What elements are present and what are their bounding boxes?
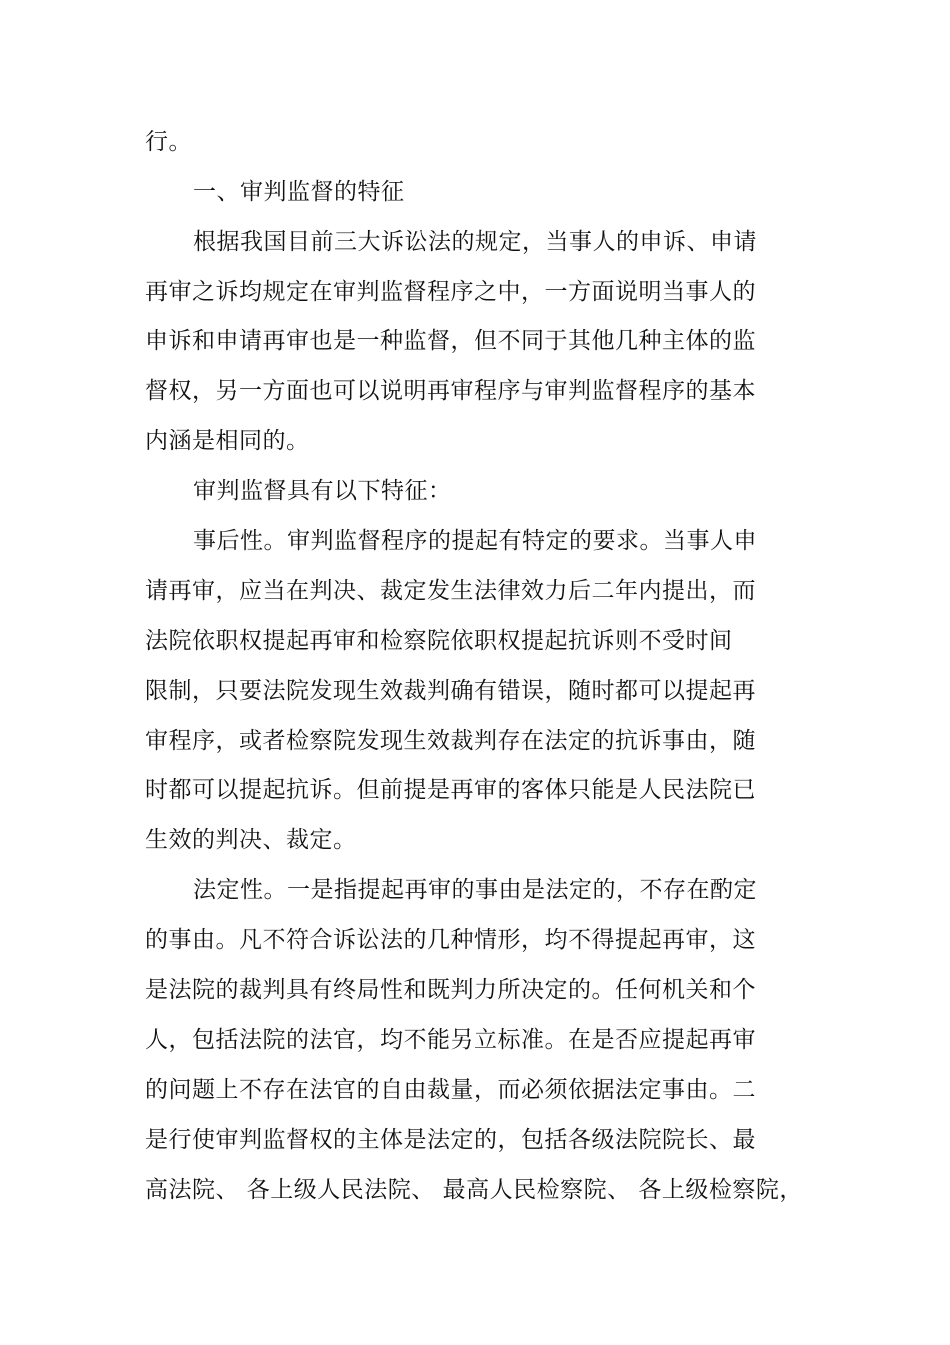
text-line: 生效的判决、裁定。 bbox=[145, 827, 357, 853]
text-line: 法院依职权提起再审和检察院依职权提起抗诉则不受时间 bbox=[145, 628, 733, 654]
text-line: 审判监督具有以下特征： bbox=[193, 478, 452, 504]
text-line: 时都可以提起抗诉。但前提是再审的客体只能是人民法院已 bbox=[145, 777, 756, 803]
text-line: 人，包括法院的法官，均不能另立标准。在是否应提起再审 bbox=[145, 1027, 756, 1053]
text-line: 的事由。凡不符合诉讼法的几种情形，均不得提起再审，这 bbox=[145, 927, 756, 953]
text-line: 是行使审判监督权的主体是法定的，包括各级法院院长、最 bbox=[145, 1127, 756, 1153]
text-line: 督权，另一方面也可以说明再审程序与审判监督程序的基本 bbox=[145, 378, 756, 404]
text-line: 的问题上不存在法官的自由裁量，而必须依据法定事由。二 bbox=[145, 1077, 756, 1103]
text-line: 请再审，应当在判决、裁定发生法律效力后二年内提出，而 bbox=[145, 578, 756, 604]
text-line: 行。 bbox=[145, 129, 192, 155]
text-line: 法定性。一是指提起再审的事由是法定的，不存在酌定 bbox=[193, 877, 757, 903]
text-line: 内涵是相同的。 bbox=[145, 428, 310, 454]
text-line: 事后性。审判监督程序的提起有特定的要求。当事人申 bbox=[193, 528, 757, 554]
text-line: 再审之诉均规定在审判监督程序之中，一方面说明当事人的 bbox=[145, 279, 756, 305]
text-line: 审程序，或者检察院发现生效裁判存在法定的抗诉事由，随 bbox=[145, 728, 756, 754]
text-line: 限制，只要法院发现生效裁判确有错误，随时都可以提起再 bbox=[145, 678, 756, 704]
text-line: 高法院、 各上级人民法院、 最高人民检察院、 各上级检察院， bbox=[145, 1177, 803, 1203]
text-line: 申诉和申请再审也是一种监督，但不同于其他几种主体的监 bbox=[145, 328, 756, 354]
section-heading: 一、审判监督的特征 bbox=[193, 179, 405, 205]
text-line: 是法院的裁判具有终局性和既判力所决定的。任何机关和个 bbox=[145, 977, 756, 1003]
text-line: 根据我国目前三大诉讼法的规定，当事人的申诉、申请 bbox=[193, 229, 757, 255]
